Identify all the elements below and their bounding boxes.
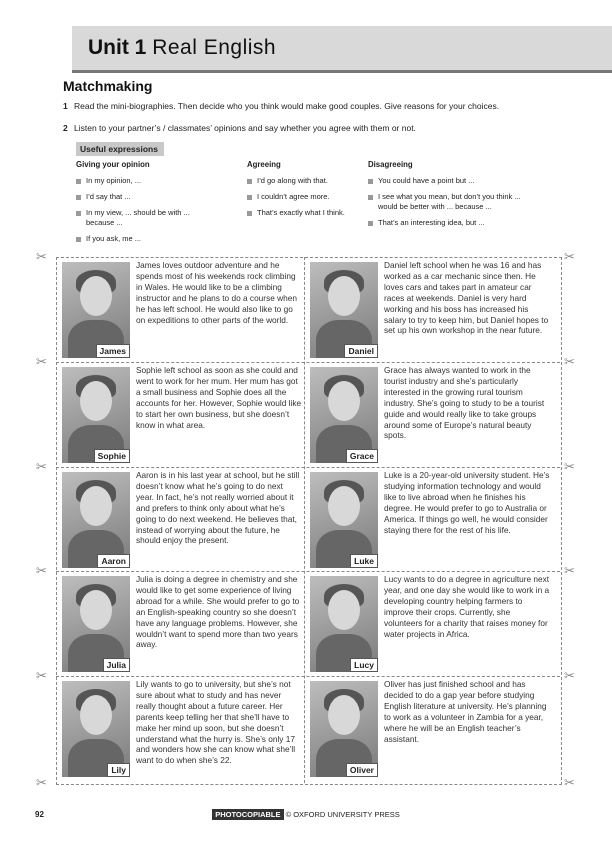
scissors-icon: ✂ [36, 563, 47, 578]
bio-text: Aaron is in his last year at school, but he still doesn’t know what he’s going to do next year. In fact, he’s not really worried about it and prefers to think only about what he’s going to do next weekend. He believes that, instead of worrying about the future, he should enjoy the present. [136, 470, 300, 546]
bio-card-sophie [56, 363, 300, 463]
page-number: 92 [35, 810, 44, 819]
bio-text: Lucy wants to do a degree in agriculture next year, and one day she would like to work in a developing country helping farmers to improve their crops. Currently, she volunteers for a charity that raises money for water projects in Africa. [384, 574, 550, 639]
scissors-icon: ✂ [564, 354, 575, 369]
name-tag: Lily [107, 763, 130, 777]
bio-card-julia [56, 572, 300, 672]
bio-card-luke [304, 468, 548, 568]
portrait-photo [310, 576, 378, 672]
portrait-photo [310, 472, 378, 568]
bio-card-lucy [304, 572, 548, 672]
bio-card-lily [56, 677, 300, 777]
scissors-icon: ✂ [564, 249, 575, 264]
banner-rule [72, 70, 612, 73]
name-tag: Aaron [97, 554, 130, 568]
portrait-photo [310, 262, 378, 358]
name-tag: Grace [346, 449, 378, 463]
name-tag: Oliver [346, 763, 378, 777]
name-tag: James [96, 344, 130, 358]
portrait-photo [62, 367, 130, 463]
portrait-photo [62, 472, 130, 568]
copyright: © OXFORD UNIVERSITY PRESS [285, 810, 400, 819]
photocopiable-badge: PHOTOCOPIABLE [212, 809, 283, 820]
scissors-icon: ✂ [564, 668, 575, 683]
scissors-icon: ✂ [36, 668, 47, 683]
bio-text: Lily wants to go to university, but she’s not sure about what to study and has never really thought about a future career. Her parents keep telling her that she’ll have to make her mind up soon, but she doesn’t understand what the hurry is. She’s only 17 and wonders how she can know what she’ll want to do when she’s 22. [136, 679, 296, 766]
bio-card-daniel [304, 258, 548, 358]
expr-column-disagreeing: Disagreeing You could have a point but ... I see what you mean, but don’t you think ... would be better with ... because ... That’s an interesting idea, but ... [368, 160, 528, 234]
bio-card-james [56, 258, 300, 358]
scissors-icon: ✂ [36, 354, 47, 369]
bio-text: Oliver has just finished school and has decided to do a gap year before studying English literature at university. He’s planning to work as a volunteer in Zambia for a year, where he will be an English teacher’s assistant. [384, 679, 547, 744]
name-tag: Sophie [94, 449, 130, 463]
bio-card-grace [304, 363, 548, 463]
bio-card-oliver [304, 677, 548, 777]
name-tag: Lucy [350, 658, 378, 672]
scissors-icon: ✂ [36, 459, 47, 474]
footer [0, 810, 612, 819]
portrait-photo [62, 262, 130, 358]
scissors-icon: ✂ [564, 563, 575, 578]
bio-text: Sophie left school as soon as she could and went to work for her mum. Her mum has got a small business and Sophie does all the accounts for her. However, Sophie would like to start her own business, but she doesn’t know in what area. [136, 365, 302, 430]
bio-text: Grace has always wanted to work in the tourist industry and she’s particularly interested in the growing rural tourism industry. She’s going to study to be a tourist guide and would really like to take groups around some of Europe’s natural beauty spots. [384, 365, 545, 441]
scissors-icon: ✂ [36, 249, 47, 264]
scissors-icon: ✂ [564, 775, 575, 790]
useful-expressions-label: Useful expressions [76, 142, 164, 156]
bio-text: Julia is doing a degree in chemistry and she would like to get some experience of living abroad for a while. She would prefer to go to an English-speaking country so she doesn’t have any language problems. However, she wouldn’t want to spend more than two years away. [136, 574, 300, 650]
scissors-icon: ✂ [36, 775, 47, 790]
portrait-photo [62, 681, 130, 777]
expr-column-agreeing: Agreeing I’d go along with that. I couldn’t agree more. That’s exactly what I think. [247, 160, 362, 224]
portrait-photo [310, 681, 378, 777]
bio-card-aaron [56, 468, 300, 568]
name-tag: Daniel [344, 344, 378, 358]
expr-column-opinion: Giving your opinion In my opinion, ... I’d say that ... In my view, ... should be with ... because ... If you ask, me ... [76, 160, 241, 250]
bio-text: James loves outdoor adventure and he spends most of his weekends rock climbing in Wales. He would like to be a climbing instructor and he plans to do a course when he has left school. He would also like to go on expeditions to other parts of the world. [136, 260, 297, 325]
name-tag: Luke [350, 554, 378, 568]
bio-text: Luke is a 20-year-old university student. He’s studying information technology and would like to live abroad when he finishes his degree. He would prefer to go to Australia or America. If things go well, he would consider staying there for the rest of his life. [384, 470, 550, 535]
scissors-icon: ✂ [564, 459, 575, 474]
portrait-photo [62, 576, 130, 672]
unit-title: Unit 1 Real English [88, 36, 277, 59]
portrait-photo [310, 367, 378, 463]
section-title: Matchmaking [63, 78, 153, 94]
instruction-2: 2 Listen to your partner’s / classmates’ opinions and say whether you agree with them or not. [63, 123, 416, 133]
instruction-1: 1 Read the mini-biographies. Then decide who you think would make good couples. Give reasons for your choices. [63, 101, 500, 111]
name-tag: Julia [103, 658, 130, 672]
bio-text: Daniel left school when he was 16 and has worked as a car mechanic since then. He loves cars and takes part in amateur car races at weekends. Daniel is very hard working and his boss has increased his salary to try to keep him, but Daniel hopes to set up his own workshop in the near future. [384, 260, 549, 336]
